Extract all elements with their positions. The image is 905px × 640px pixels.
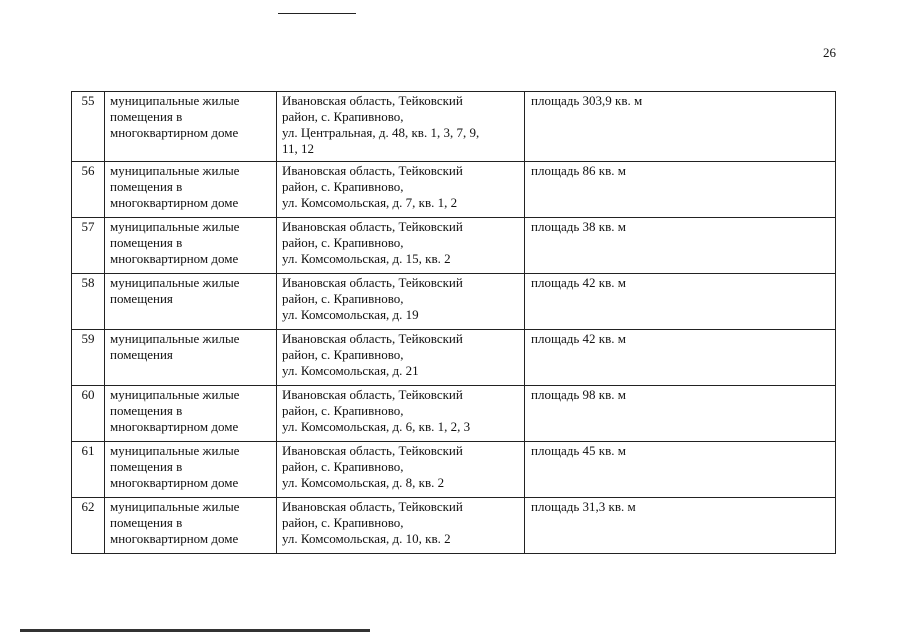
row-number: 56 [72,162,105,218]
area-cell: площадь 303,9 кв. м [525,92,836,162]
address-line: Ивановская область, Тейковский [282,275,463,290]
address-line: Ивановская область, Тейковский [282,443,463,458]
object-name-line: муниципальные жилые [110,499,240,514]
area-cell: площадь 42 кв. м [525,274,836,330]
address-line: Ивановская область, Тейковский [282,93,463,108]
object-name-line: муниципальные жилые [110,163,240,178]
address-line: ул. Комсомольская, д. 15, кв. 2 [282,251,451,266]
address-line: район, с. Крапивново, [282,291,404,306]
address-line: 11, 12 [282,141,315,156]
address-line: ул. Комсомольская, д. 10, кв. 2 [282,531,451,546]
property-table [71,91,836,554]
address-line: район, с. Крапивново, [282,515,404,530]
address-line: ул. Комсомольская, д. 21 [282,363,419,378]
row-number: 62 [72,498,105,554]
object-name-cell [105,274,277,330]
address-cell [277,162,525,218]
object-name-cell [105,92,277,162]
table-row [72,162,836,218]
address-cell [277,330,525,386]
object-name-line: помещения в [110,515,183,530]
row-number: 57 [72,218,105,274]
area-cell: площадь 86 кв. м [525,162,836,218]
object-name-cell [105,498,277,554]
address-line: район, с. Крапивново, [282,109,404,124]
address-line: район, с. Крапивново, [282,235,404,250]
object-name-line: помещения в [110,179,183,194]
table-row [72,442,836,498]
object-name-line: многоквартирном доме [110,419,239,434]
address-line: район, с. Крапивново, [282,459,404,474]
object-name-line: муниципальные жилые [110,387,240,402]
table-row [72,330,836,386]
address-line: Ивановская область, Тейковский [282,499,463,514]
object-name-cell [105,442,277,498]
address-line: ул. Комсомольская, д. 8, кв. 2 [282,475,445,490]
object-name-cell [105,330,277,386]
address-line: ул. Комсомольская, д. 19 [282,307,419,322]
table-row [72,92,836,162]
address-line: ул. Комсомольская, д. 7, кв. 1, 2 [282,195,458,210]
bottom-rule [20,629,370,632]
object-name-line: многоквартирном доме [110,195,239,210]
object-name-line: многоквартирном доме [110,475,239,490]
address-cell [277,386,525,442]
object-name-line: муниципальные жилые [110,331,240,346]
area-cell: площадь 31,3 кв. м [525,498,836,554]
object-name-line: многоквартирном доме [110,531,239,546]
object-name-line: помещения в [110,235,183,250]
address-line: район, с. Крапивново, [282,403,404,418]
address-cell [277,442,525,498]
address-line: район, с. Крапивново, [282,179,404,194]
row-number: 60 [72,386,105,442]
object-name-line: помещения в [110,403,183,418]
object-name-line: помещения в [110,109,183,124]
area-cell: площадь 42 кв. м [525,330,836,386]
address-line: Ивановская область, Тейковский [282,219,463,234]
object-name-cell [105,218,277,274]
page-number: 26 [823,45,836,60]
object-name-line: муниципальные жилые [110,443,240,458]
address-line: Ивановская область, Тейковский [282,163,463,178]
address-cell [277,274,525,330]
address-cell [277,218,525,274]
table-row [72,386,836,442]
area-cell: площадь 45 кв. м [525,442,836,498]
object-name-line: муниципальные жилые [110,219,240,234]
row-number: 59 [72,330,105,386]
address-line: ул. Комсомольская, д. 6, кв. 1, 2, 3 [282,419,471,434]
address-line: ул. Центральная, д. 48, кв. 1, 3, 7, 9, [282,125,480,140]
object-name-line: муниципальные жилые [110,93,240,108]
object-name-line: помещения [110,347,173,362]
table-row [72,498,836,554]
top-rule [278,13,356,14]
object-name-line: муниципальные жилые [110,275,240,290]
table-row [72,274,836,330]
object-name-line: многоквартирном доме [110,125,239,140]
address-line: Ивановская область, Тейковский [282,331,463,346]
object-name-cell [105,386,277,442]
address-line: Ивановская область, Тейковский [282,387,463,402]
row-number: 61 [72,442,105,498]
address-cell [277,498,525,554]
row-number: 55 [72,92,105,162]
row-number: 58 [72,274,105,330]
object-name-cell [105,162,277,218]
object-name-line: многоквартирном доме [110,251,239,266]
address-line: район, с. Крапивново, [282,347,404,362]
address-cell [277,92,525,162]
object-name-line: помещения [110,291,173,306]
area-cell: площадь 38 кв. м [525,218,836,274]
object-name-line: помещения в [110,459,183,474]
table-row [72,218,836,274]
area-cell: площадь 98 кв. м [525,386,836,442]
